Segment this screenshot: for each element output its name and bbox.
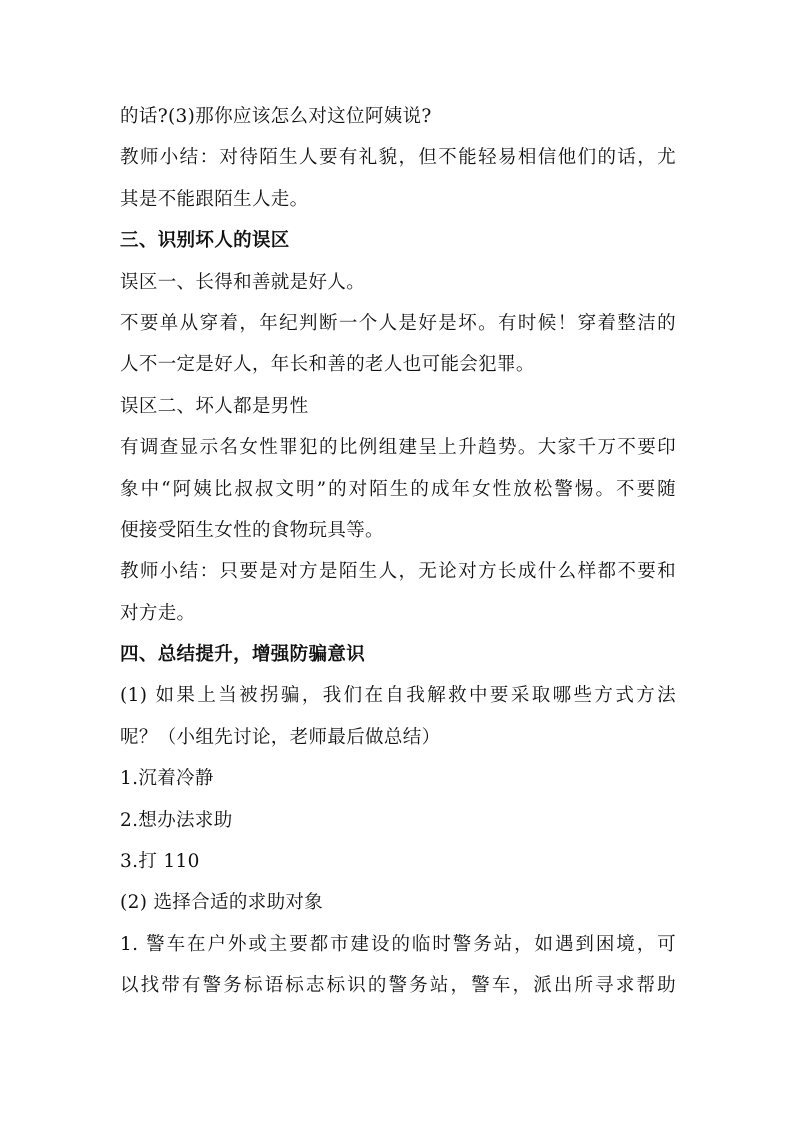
paragraph-line: 对方走。 (120, 602, 196, 624)
section-heading: 三、识别坏人的误区 (120, 230, 290, 252)
paragraph-line: 教师小结：对待陌生人要有礼貌，但不能轻易相信他们的话，尤 (120, 147, 676, 169)
section-heading: 四、总结提升，增强防骗意识 (120, 644, 366, 666)
document-body (120, 96, 676, 1007)
paragraph-line: 误区二、坏人都是男性 (120, 395, 309, 417)
paragraph-line: 1. 警车在户外或主要都市建设的临时警务站，如遇到困境，可 (120, 933, 676, 955)
paragraph-line: 误区一、长得和善就是好人。 (120, 271, 366, 293)
paragraph-line: 呢？（小组先讨论，老师最后做总结） (120, 726, 441, 748)
paragraph-line: 有调查显示名女性罪犯的比例组建呈上升趋势。大家千万不要印 (120, 437, 676, 459)
paragraph-line: (1) 如果上当被拐骗，我们在自我解救中要采取哪些方式方法 (120, 685, 676, 707)
paragraph-line: 其是不能跟陌生人走。 (120, 188, 309, 210)
paragraph-line: 不要单从穿着，年纪判断一个人是好是坏。有时候！穿着整洁的 (120, 312, 676, 334)
list-item: 2.想办法求助 (120, 809, 233, 831)
paragraph-line: 教师小结：只要是对方是陌生人，无论对方长成什么样都不要和 (120, 561, 676, 583)
paragraph-line: 便接受陌生女性的食物玩具等。 (120, 519, 384, 541)
paragraph-line: 以找带有警务标语标志标识的警务站，警车，派出所寻求帮助 (120, 975, 676, 997)
list-item: 3.打 110 (120, 851, 200, 873)
paragraph-line: 象中“阿姨比叔叔文明”的对陌生的成年女性放松警惕。不要随 (120, 478, 676, 500)
list-item: 1.沉着冷静 (120, 768, 214, 790)
paragraph-line: (2) 选择合适的求助对象 (120, 892, 324, 914)
paragraph-line: 的话?(3)那你应该怎么对这位阿姨说? (120, 106, 432, 127)
paragraph-line: 人不一定是好人，年长和善的老人也可能会犯罪。 (120, 354, 535, 376)
